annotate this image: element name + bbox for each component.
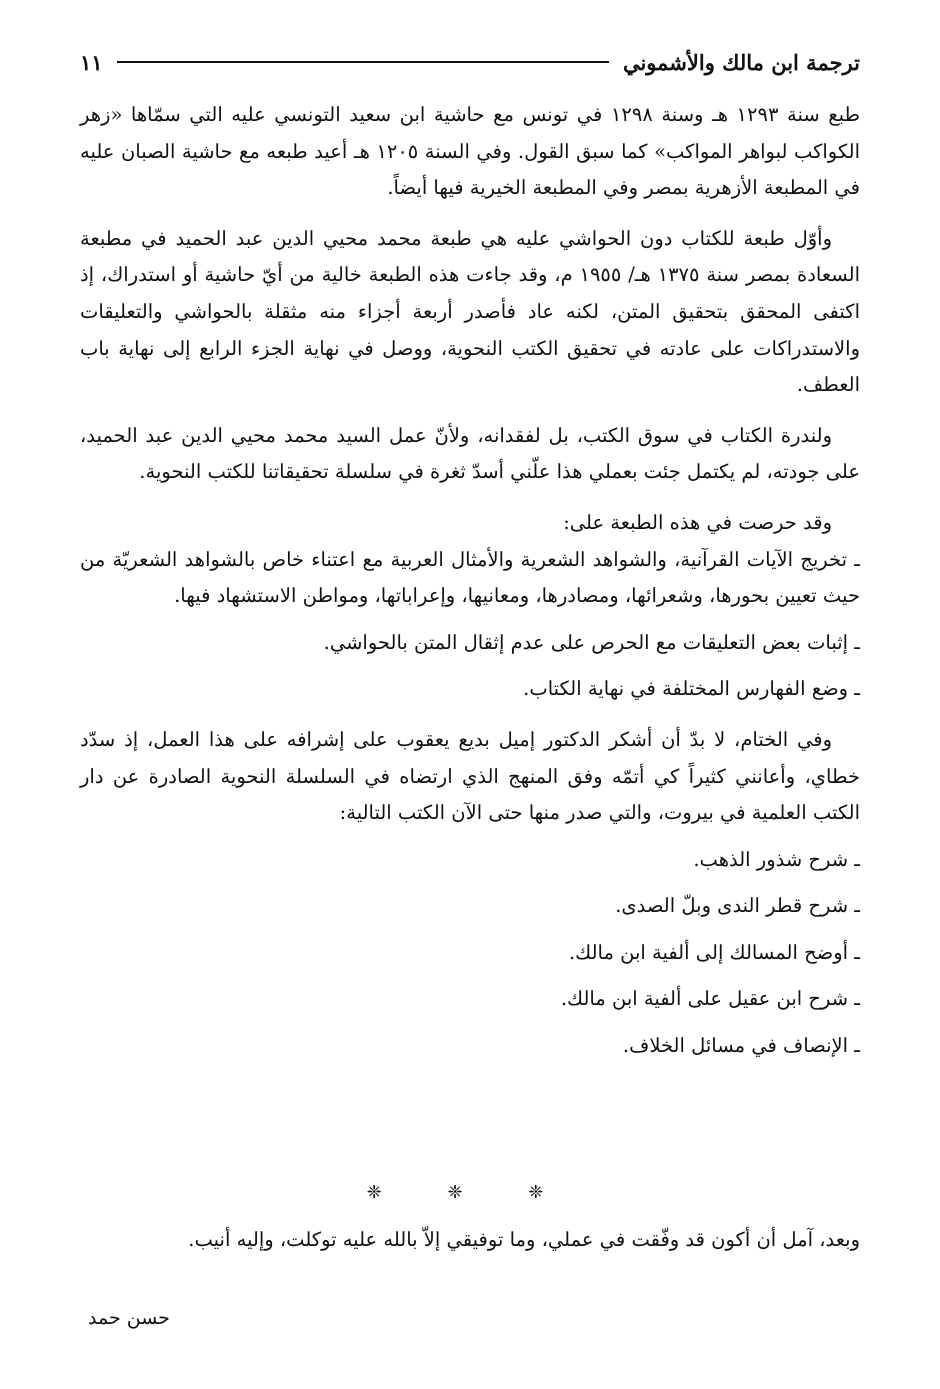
closing-paragraph: وبعد، آمل أن أكون قد وفّقت في عملي، وما توفيقي إلاّ بالله عليه توكلت، وإليه أنيب. xyxy=(188,1228,860,1251)
paragraph-1: طبع سنة ١٢٩٣ هـ وسنة ١٢٩٨ في تونس مع حاشية ابن سعيد التونسي عليه التي سمّاها «زهر الكواكب لبواهر المواكب» كما سبق القول. وفي السنة ١٢٠٥ هـ أعيد طبعه مع حاشية الصبان عليه في المطبعة الأزهرية بمصر وفي المطبعة الخيرية فيها أيضاً. xyxy=(80,103,861,200)
paragraph-5: وفي الختام، لا بدّ أن أشكر الدكتور إميل بديع يعقوب على إشرافه على هذا العمل، إذ سدّد خطاي، وأعانني كثيراً كي أتمّه وفق المنهج الذي ارتضاه في السلسلة النحوية الصادرة عن دار الكتب العلمية في بيروت، والتي صدر منها حتى الآن الكتب التالية: xyxy=(80,727,860,825)
page-number: ١١ xyxy=(80,49,103,75)
list-item-2: ـ إثبات بعض التعليقات مع الحرص على عدم إثقال المتن بالحواشي. xyxy=(323,630,860,654)
list-item-1: ـ تخريج الآيات القرآنية، والشواهد الشعرية والأمثال العربية مع اعتناء خاص بالشواهد الشعريّة من حيث تعيين بحورها، وشعرائها، ومصادرها، ومعانيها، وإعراباتها، ومواطن الاستشهاد فيها. xyxy=(80,547,860,608)
book-item-5: ـ الإنصاف في مسائل الخلاف. xyxy=(622,1034,860,1058)
page-header xyxy=(80,42,860,82)
paragraph-3: ولندرة الكتاب في سوق الكتب، بل لفقدانه، ولأنّ عمل السيد محمد محيي الدين عبد الحميد، على جودته، لم يكتمل جئت بعملي هذا علّني أسدّ ثغرة في سلسلة تحقيقاتنا للكتب النحوية. xyxy=(80,423,860,484)
paragraph-2: وأوّل طبعة للكتاب دون الحواشي عليه هي طبعة محمد محيي الدين عبد الحميد في مطبعة السعادة بمصر سنة ١٣٧٥ هـ/ ١٩٥٥ م، وقد جاءت هذه الطبعة خالية من أيّ حاشية أو استدراك، إذ اكتفى المحقق بتحقيق المتن، لكنه عاد فأصدر أربعة أجزاء منه مثقلة بالحواشي والتعليقات والاستدراكات على عادته في تحقيق الكتب النحوية، ووصل في نهاية الجزء الرابع إلى نهاية باب العطف. xyxy=(80,226,861,397)
book-item-1: ـ شرح شذور الذهب. xyxy=(693,847,860,871)
running-title: ترجمة ابن مالك والأشموني xyxy=(622,49,860,75)
book-item-4: ـ شرح ابن عقيل على ألفية ابن مالك. xyxy=(560,987,860,1011)
list-item-3: ـ وضع الفهارس المختلفة في نهاية الكتاب. xyxy=(523,677,860,701)
book-item-2: ـ شرح قطر الندى وبلّ الصدى. xyxy=(615,894,860,918)
book-item-3: ـ أوضح المسالك إلى ألفية ابن مالك. xyxy=(568,940,860,964)
page-body xyxy=(80,97,860,1065)
paragraph-4-intro: وقد حرصت في هذه الطبعة على: xyxy=(563,510,832,534)
section-separator: ❈ ❈ ❈ xyxy=(366,1182,574,1203)
author-signature: حسن حمد xyxy=(88,1307,170,1329)
header-rule xyxy=(117,61,609,63)
